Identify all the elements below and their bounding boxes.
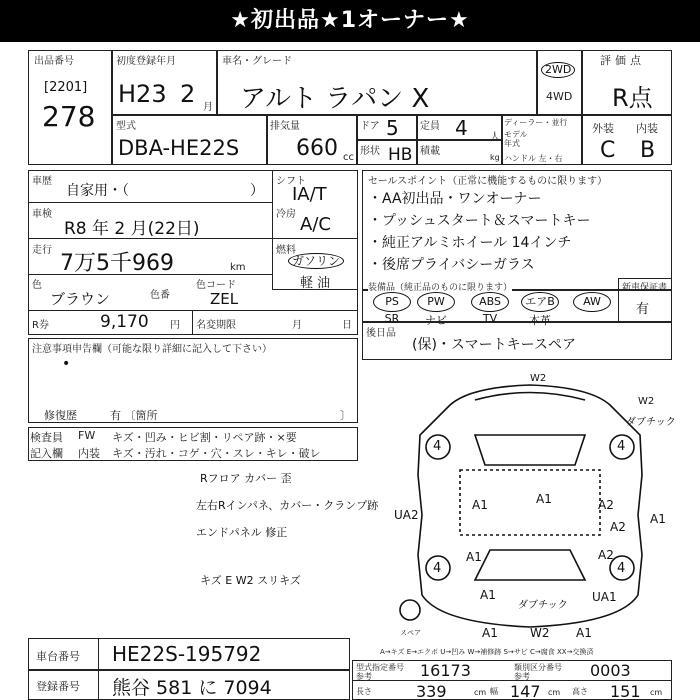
width-unit: cm <box>548 688 561 697</box>
aftermarket-value: (保)・スマートキースペア <box>412 337 576 353</box>
spare-tire <box>400 600 420 620</box>
mark-wheel-2: 4 <box>617 439 626 454</box>
length-unit: cm <box>474 688 487 697</box>
equip-abs-bottom: TV <box>482 312 498 325</box>
sales-label: セールスポイント（正常に機能するものに限ります） <box>368 176 608 187</box>
color-code: ZEL <box>210 290 239 308</box>
fuel-gasoline <box>288 250 344 269</box>
diagram-legend: A→キズ E→エクボ U→凹み W→補修跡 S→サビ C→腐食 XX→交換済 <box>380 648 594 656</box>
equip-airbag-bottom: 本革 <box>529 314 551 327</box>
score-label: 評価点 <box>600 54 645 67</box>
recycle-label: R券 <box>32 320 49 331</box>
color-label: 色 <box>32 280 42 291</box>
mileage-unit: km <box>230 262 246 273</box>
mileage-label: 走行 <box>32 245 52 256</box>
fuel-alt: 軽 油 <box>300 276 331 291</box>
mark-a1-4: A1 <box>650 512 666 526</box>
remark-2: 左右Rインパネ、カバー・クランプ跡 <box>196 499 379 512</box>
ext-value: C <box>600 138 616 163</box>
equip-airbag-top: エアB <box>521 292 559 312</box>
mileage-value: 7万5千969 <box>60 251 174 276</box>
chassis-value: HE22S-195792 <box>112 642 262 666</box>
mark-spare: スペア <box>400 629 421 637</box>
equipment-label: 装備品（純正品のものに限ります） <box>368 280 512 293</box>
remark-3: エンドパネル 修正 <box>196 526 288 539</box>
inspector-r1a: FW <box>78 429 96 442</box>
width-label: 幅 <box>490 687 498 696</box>
seats-value: 4 <box>455 116 468 140</box>
mark-ua2: UA2 <box>394 508 419 522</box>
warranty-label: 新車保証書 <box>622 283 668 293</box>
mark-a1-1: A1 <box>472 498 488 512</box>
mark-a2-3: A2 <box>610 520 626 534</box>
mark-top-w2: W2 <box>530 373 547 384</box>
fuel-gasoline-label: ガソリン <box>288 253 344 269</box>
class-value: 0003 <box>590 661 631 680</box>
class-label: 類別区分番号 <box>514 663 562 672</box>
load-unit: kg <box>490 153 500 162</box>
mark-bottom-w2: W2 <box>530 626 550 640</box>
equip-ps-top: PS <box>373 292 411 312</box>
sales-point-3: ・純正アルミホイール 14インチ <box>368 235 572 251</box>
car-rear-window <box>475 550 585 580</box>
inspector-label: 検査員 <box>30 431 63 444</box>
plate-value: 熊谷 581 に 7094 <box>112 677 272 699</box>
notes-dot: • <box>62 356 71 372</box>
change-m: 月 <box>292 320 302 331</box>
chassis-label: 車台番号 <box>36 650 80 663</box>
inspection-value: R8 年 2 月(22日) <box>64 219 200 239</box>
disp-label: 排気量 <box>270 121 300 132</box>
shift-value: IA/T <box>292 184 327 205</box>
width-value: 147 <box>510 682 541 700</box>
mark-a2-1: A2 <box>598 498 614 512</box>
shape-value: HB <box>388 145 413 165</box>
remark-1: Rフロア カバー 歪 <box>200 472 292 485</box>
color-value: ブラウン <box>50 290 111 308</box>
mark-a1-5: A1 <box>480 588 496 602</box>
mark-wheel-4: 4 <box>617 561 626 576</box>
height-value: 151 <box>610 682 641 700</box>
usage-close: ） <box>250 183 264 199</box>
length-value: 339 <box>416 682 447 700</box>
model-label: 型式 <box>116 121 136 132</box>
model-cert-ref: 参考 <box>356 672 372 681</box>
dealer-model-year: モデル 年式 <box>504 130 528 148</box>
first-reg-label: 初度登録年月 <box>116 56 176 67</box>
recycle-unit: 円 <box>170 320 180 331</box>
repair-value: 有 〔箇所 <box>110 409 158 422</box>
mark-ua1: UA1 <box>592 590 617 604</box>
car-hood <box>475 393 585 401</box>
load-label: 積載 <box>420 146 440 157</box>
color-code-num-label: 色番 <box>150 290 170 301</box>
seats-label: 定員 <box>420 121 440 132</box>
color-code-label: 色コード <box>196 280 236 291</box>
disp-unit: cc <box>343 152 354 163</box>
usage-value: 自家用・（ <box>66 183 129 199</box>
sales-point-2: ・プッシュスタート＆スマートキー <box>368 213 591 229</box>
int-label: 内装 <box>636 122 658 135</box>
sales-point-4: ・後席プライバシーガラス <box>368 257 535 273</box>
height-unit: cm <box>650 688 663 697</box>
color-line <box>28 310 358 311</box>
int-value: B <box>640 138 656 163</box>
usage-label: 車歴 <box>32 176 52 187</box>
mark-top-right-w2: W2 <box>638 396 655 407</box>
inspector-r1b: キズ・凹み・ヒビ割・リペア跡・×要 <box>112 431 297 444</box>
warranty-value: 有 <box>636 302 650 317</box>
repair-label: 修復歴 <box>44 409 77 422</box>
change-label: 名変期限 <box>196 320 236 331</box>
name-value: アルト ラパン X <box>240 84 430 114</box>
shape-label: 形状 <box>360 146 380 157</box>
shift-label: シフト <box>276 176 306 187</box>
mark-wheel-1: 4 <box>433 439 442 454</box>
seats-unit: 人 <box>490 132 500 143</box>
change-d: 日 <box>342 320 352 331</box>
car-windshield <box>475 435 585 465</box>
sales-point-1: ・AA初出品・ワンオーナー <box>368 191 542 207</box>
fuel-label: 燃料 <box>276 245 296 256</box>
equip-aw <box>572 292 612 312</box>
equip-abs <box>470 292 510 325</box>
height-label: 高さ <box>572 687 588 696</box>
first-reg-unit: 月 <box>203 102 213 113</box>
lot-label: 出品番号 <box>34 56 74 67</box>
inspection-line <box>28 238 358 239</box>
recycle-sep <box>192 310 193 335</box>
lot-number: 278 <box>42 100 96 133</box>
first-reg-month: 2 <box>180 80 196 108</box>
mark-rear-dab: ダブチック <box>518 600 568 611</box>
doors-label: ドア <box>360 121 380 132</box>
first-reg-year: H23 <box>118 80 167 108</box>
inspection-label: 車検 <box>32 209 52 220</box>
lot-code: [2201] <box>44 80 88 95</box>
model-value: DBA-HE22S <box>118 136 240 160</box>
name-label: 車名・グレード <box>222 56 292 67</box>
mark-a2-2: A2 <box>598 548 614 562</box>
model-cert-label: 型式指定番号 <box>356 663 404 672</box>
doors-value: 5 <box>386 116 399 140</box>
plate-label: 登録番号 <box>36 680 80 693</box>
equip-ps-bottom: SR <box>384 312 400 325</box>
inspector-r2b: キズ・汚れ・コゲ・穴・スレ・キレ・破レ <box>112 447 321 460</box>
mark-a1-3: A1 <box>466 550 482 564</box>
spec-mid-line <box>352 680 672 681</box>
dealer-handle: ハンドル 左・右 <box>504 154 563 163</box>
repair-close: 〕 <box>340 409 351 422</box>
inspector-r2a: 内装 <box>78 447 100 460</box>
drive-2wd <box>541 58 575 78</box>
equip-abs-top: ABS <box>471 292 509 312</box>
ac-value: A/C <box>300 214 331 235</box>
mark-wheel-3: 4 <box>433 561 442 576</box>
length-label: 長さ <box>356 687 372 696</box>
mark-bottom-a1-r: A1 <box>576 626 592 640</box>
class-ref: 参考 <box>514 672 530 681</box>
mark-top-right-dab: ダブチック <box>626 417 676 428</box>
disp-value: 660 <box>296 136 338 161</box>
equip-pw-bottom: ナビ <box>425 314 447 327</box>
ac-label: 冷房 <box>276 209 296 220</box>
ext-label: 外装 <box>592 122 614 135</box>
remark-4: キズ E W2 スリキズ <box>200 574 301 587</box>
recycle-value: 9,170 <box>100 312 149 332</box>
mark-bottom-a1-l: A1 <box>482 626 498 640</box>
drive-4wd: 4WD <box>546 90 573 103</box>
aftermarket-label: 後日品 <box>366 328 396 339</box>
usage-line <box>28 202 272 203</box>
dealer-label: ディーラー・並行 <box>504 118 568 127</box>
model-cert-value: 16173 <box>420 661 471 680</box>
drive-2wd-label: 2WD <box>541 62 575 78</box>
equip-ps <box>372 292 412 325</box>
equip-pw-top: PW <box>417 292 455 312</box>
mark-a1-2: A1 <box>536 492 552 506</box>
entry-label: 記入欄 <box>30 447 63 460</box>
score-value: R点 <box>612 84 653 112</box>
mileage-line <box>28 274 272 275</box>
equip-aw-top: AW <box>573 292 611 312</box>
title-banner: ★初出品★1オーナー★ <box>0 0 700 42</box>
notes-label: 注意事項申告欄（可能な限り詳細に記入して下さい） <box>32 344 272 355</box>
